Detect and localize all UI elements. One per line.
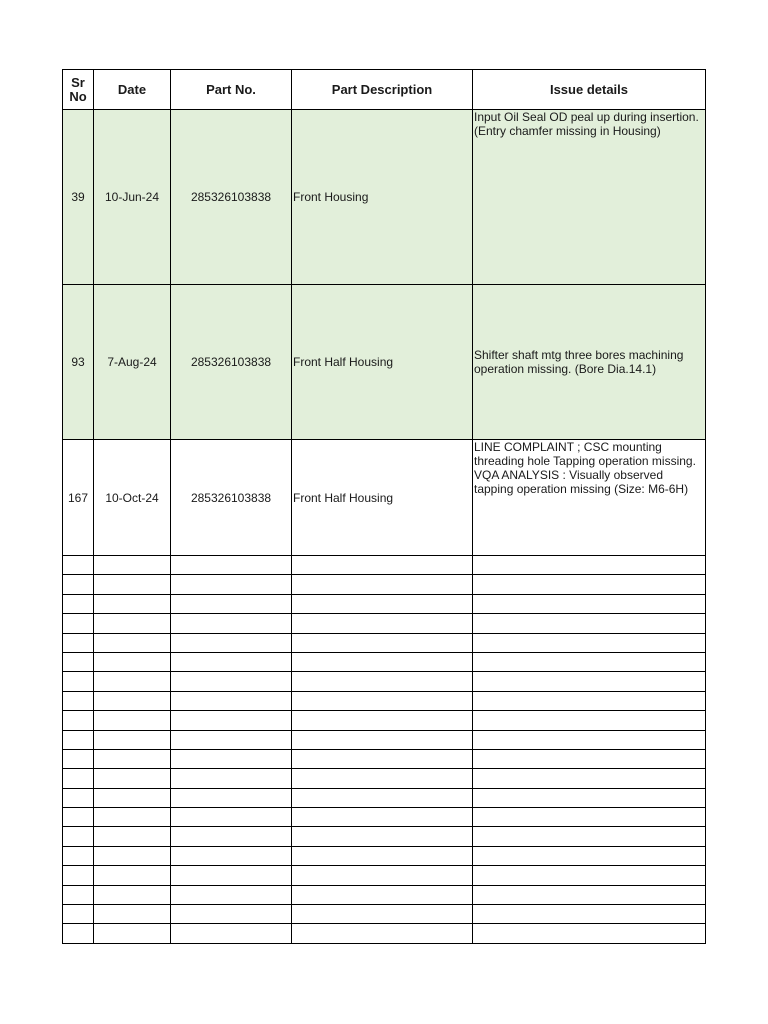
empty-table-row bbox=[63, 808, 706, 827]
cell-date: 10-Jun-24 bbox=[94, 110, 171, 285]
header-issue-details: Issue details bbox=[473, 70, 706, 110]
empty-cell bbox=[473, 614, 706, 633]
empty-cell bbox=[292, 905, 473, 924]
empty-cell bbox=[94, 730, 171, 749]
empty-table-row bbox=[63, 846, 706, 865]
empty-cell bbox=[473, 730, 706, 749]
empty-cell bbox=[63, 905, 94, 924]
cell-issue-details: Input Oil Seal OD peal up during insertion. (Entry chamfer missing in Housing) bbox=[473, 110, 706, 285]
empty-cell bbox=[473, 788, 706, 807]
empty-cell bbox=[94, 846, 171, 865]
empty-cell bbox=[171, 866, 292, 885]
cell-date: 10-Oct-24 bbox=[94, 440, 171, 556]
empty-cell bbox=[63, 866, 94, 885]
empty-cell bbox=[94, 788, 171, 807]
empty-table-row bbox=[63, 711, 706, 730]
empty-cell bbox=[63, 556, 94, 575]
empty-cell bbox=[63, 633, 94, 652]
empty-rows bbox=[63, 556, 706, 944]
empty-cell bbox=[171, 730, 292, 749]
empty-table-row bbox=[63, 769, 706, 788]
empty-cell bbox=[63, 924, 94, 943]
empty-cell bbox=[171, 652, 292, 671]
empty-cell bbox=[94, 866, 171, 885]
empty-cell bbox=[94, 905, 171, 924]
empty-cell bbox=[292, 885, 473, 904]
empty-cell bbox=[473, 711, 706, 730]
header-part-description: Part Description bbox=[292, 70, 473, 110]
empty-cell bbox=[63, 827, 94, 846]
empty-cell bbox=[63, 808, 94, 827]
empty-cell bbox=[94, 594, 171, 613]
header-sr-no: Sr No bbox=[63, 70, 94, 110]
empty-cell bbox=[171, 614, 292, 633]
empty-cell bbox=[94, 614, 171, 633]
empty-table-row bbox=[63, 924, 706, 943]
empty-cell bbox=[292, 808, 473, 827]
cell-sr-no: 167 bbox=[63, 440, 94, 556]
empty-cell bbox=[473, 827, 706, 846]
empty-cell bbox=[292, 633, 473, 652]
empty-table-row bbox=[63, 730, 706, 749]
empty-cell bbox=[473, 652, 706, 671]
empty-cell bbox=[473, 866, 706, 885]
empty-cell bbox=[63, 652, 94, 671]
empty-cell bbox=[63, 788, 94, 807]
empty-cell bbox=[292, 827, 473, 846]
empty-cell bbox=[473, 846, 706, 865]
empty-cell bbox=[63, 749, 94, 768]
empty-cell bbox=[63, 711, 94, 730]
empty-cell bbox=[473, 633, 706, 652]
empty-table-row bbox=[63, 905, 706, 924]
empty-cell bbox=[292, 866, 473, 885]
table-row bbox=[63, 440, 706, 556]
empty-cell bbox=[292, 711, 473, 730]
empty-cell bbox=[94, 808, 171, 827]
cell-part-no: 285326103838 bbox=[171, 440, 292, 556]
empty-cell bbox=[292, 614, 473, 633]
empty-table-row bbox=[63, 691, 706, 710]
empty-table-row bbox=[63, 614, 706, 633]
empty-cell bbox=[473, 672, 706, 691]
empty-cell bbox=[63, 575, 94, 594]
empty-cell bbox=[94, 652, 171, 671]
empty-cell bbox=[292, 691, 473, 710]
empty-cell bbox=[473, 575, 706, 594]
empty-cell bbox=[94, 691, 171, 710]
empty-cell bbox=[292, 594, 473, 613]
empty-cell bbox=[63, 614, 94, 633]
empty-cell bbox=[473, 556, 706, 575]
empty-table-row bbox=[63, 594, 706, 613]
cell-part-no: 285326103838 bbox=[171, 110, 292, 285]
empty-cell bbox=[171, 633, 292, 652]
cell-part-description: Front Half Housing bbox=[292, 440, 473, 556]
table-row bbox=[63, 285, 706, 440]
cell-sr-no: 93 bbox=[63, 285, 94, 440]
empty-cell bbox=[171, 846, 292, 865]
empty-table-row bbox=[63, 575, 706, 594]
empty-cell bbox=[473, 594, 706, 613]
empty-cell bbox=[292, 672, 473, 691]
empty-cell bbox=[171, 827, 292, 846]
empty-cell bbox=[292, 769, 473, 788]
empty-cell bbox=[292, 556, 473, 575]
empty-table-row bbox=[63, 556, 706, 575]
empty-cell bbox=[171, 808, 292, 827]
empty-cell bbox=[171, 556, 292, 575]
empty-cell bbox=[473, 769, 706, 788]
cell-part-description: Front Half Housing bbox=[292, 285, 473, 440]
empty-cell bbox=[63, 846, 94, 865]
empty-cell bbox=[292, 924, 473, 943]
empty-cell bbox=[292, 730, 473, 749]
empty-table-row bbox=[63, 866, 706, 885]
cell-part-description: Front Housing bbox=[292, 110, 473, 285]
cell-part-no: 285326103838 bbox=[171, 285, 292, 440]
empty-cell bbox=[94, 633, 171, 652]
empty-cell bbox=[171, 711, 292, 730]
empty-cell bbox=[94, 924, 171, 943]
cell-issue-details: Shifter shaft mtg three bores machining operation missing. (Bore Dia.14.1) bbox=[473, 285, 706, 440]
empty-cell bbox=[63, 730, 94, 749]
empty-cell bbox=[171, 575, 292, 594]
header-part-no: Part No. bbox=[171, 70, 292, 110]
empty-cell bbox=[473, 905, 706, 924]
empty-cell bbox=[94, 575, 171, 594]
empty-cell bbox=[473, 691, 706, 710]
empty-cell bbox=[63, 691, 94, 710]
empty-cell bbox=[171, 749, 292, 768]
empty-cell bbox=[473, 749, 706, 768]
empty-cell bbox=[171, 672, 292, 691]
empty-table-row bbox=[63, 652, 706, 671]
empty-cell bbox=[292, 575, 473, 594]
empty-cell bbox=[94, 827, 171, 846]
empty-cell bbox=[292, 846, 473, 865]
empty-cell bbox=[63, 594, 94, 613]
empty-cell bbox=[94, 749, 171, 768]
empty-table-row bbox=[63, 633, 706, 652]
empty-cell bbox=[473, 924, 706, 943]
header-date: Date bbox=[94, 70, 171, 110]
empty-cell bbox=[292, 652, 473, 671]
cell-sr-no: 39 bbox=[63, 110, 94, 285]
empty-table-row bbox=[63, 672, 706, 691]
empty-cell bbox=[63, 885, 94, 904]
empty-cell bbox=[94, 556, 171, 575]
empty-cell bbox=[94, 711, 171, 730]
issue-table bbox=[62, 69, 706, 944]
empty-cell bbox=[94, 769, 171, 788]
empty-table-row bbox=[63, 827, 706, 846]
empty-cell bbox=[171, 885, 292, 904]
empty-table-row bbox=[63, 885, 706, 904]
cell-issue-details: LINE COMPLAINT ; CSC mounting threading hole Tapping operation missing. VQA ANALYSIS : Visually observed tapping operation missing (Size: M6-6H) bbox=[473, 440, 706, 556]
empty-cell bbox=[171, 924, 292, 943]
empty-cell bbox=[63, 769, 94, 788]
table-row bbox=[63, 110, 706, 285]
empty-cell bbox=[292, 749, 473, 768]
header-row bbox=[63, 70, 706, 110]
empty-cell bbox=[171, 788, 292, 807]
empty-cell bbox=[473, 808, 706, 827]
empty-cell bbox=[171, 769, 292, 788]
empty-cell bbox=[171, 691, 292, 710]
empty-cell bbox=[63, 672, 94, 691]
empty-cell bbox=[171, 594, 292, 613]
empty-table-row bbox=[63, 749, 706, 768]
empty-table-row bbox=[63, 788, 706, 807]
empty-cell bbox=[94, 672, 171, 691]
empty-cell bbox=[292, 788, 473, 807]
empty-cell bbox=[473, 885, 706, 904]
empty-cell bbox=[171, 905, 292, 924]
empty-cell bbox=[94, 885, 171, 904]
cell-date: 7-Aug-24 bbox=[94, 285, 171, 440]
